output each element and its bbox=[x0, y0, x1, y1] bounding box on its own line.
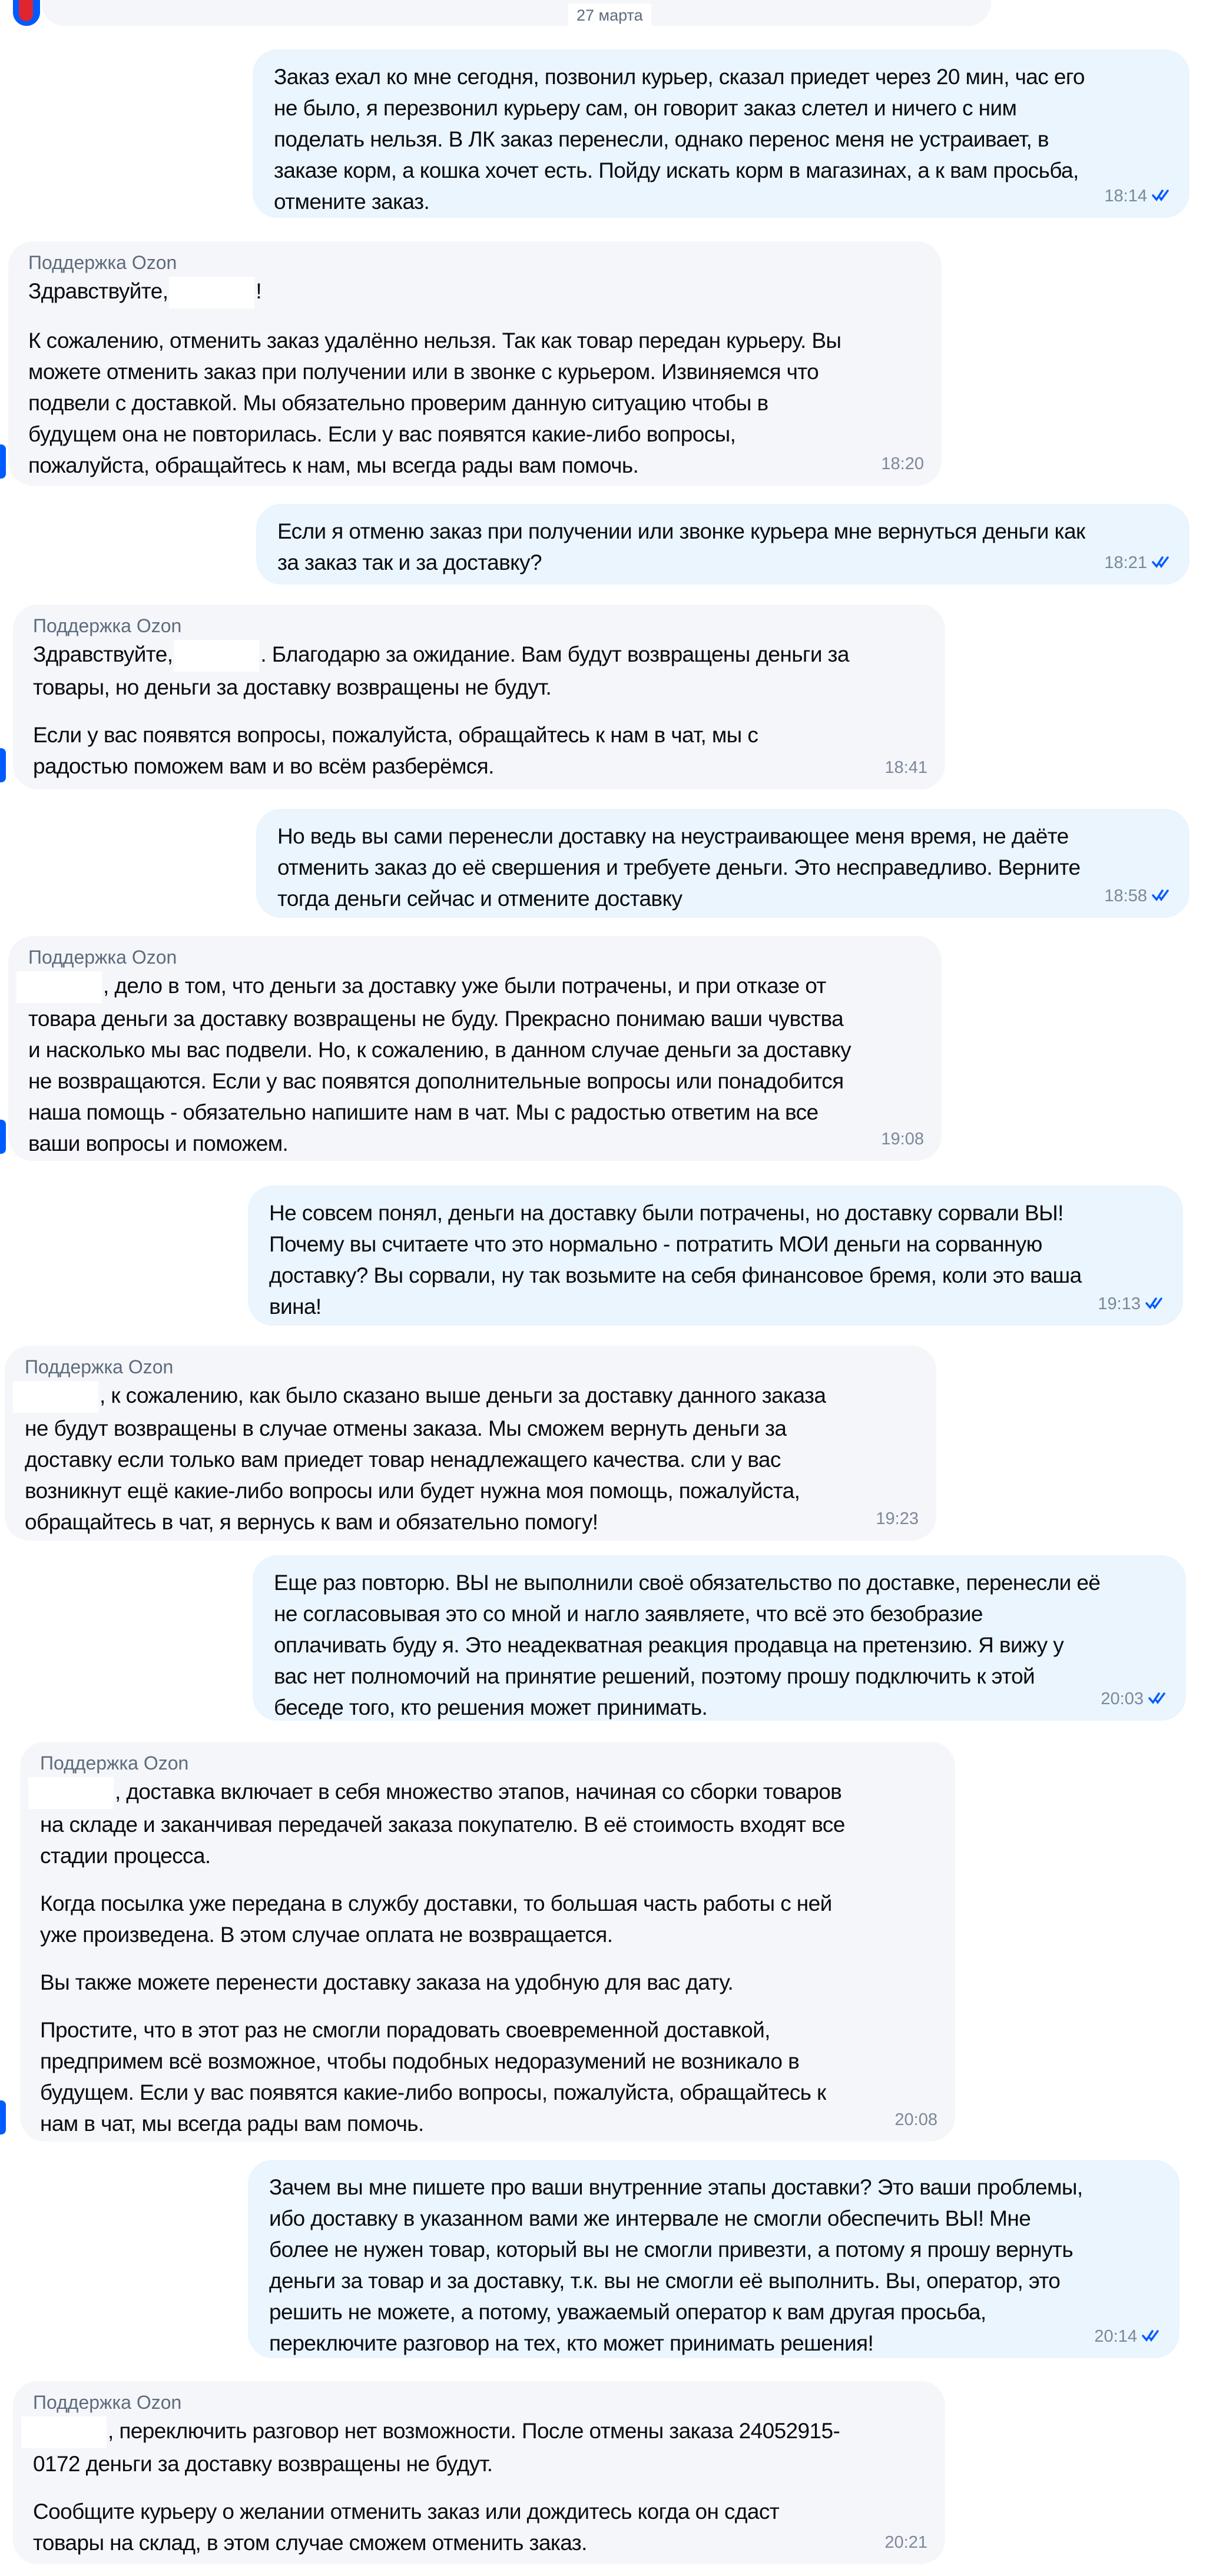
support-avatar bbox=[0, 1120, 6, 1154]
text-after-redaction: . Благодарю за ожидание. Вам будут возвращены деньги за bbox=[260, 642, 849, 666]
sender-name: Поддержка Ozon bbox=[25, 1356, 174, 1377]
text-after-redaction: , доставка включает в себя множество этапов, начиная со сборки товаров bbox=[115, 1780, 842, 1804]
date-separator: 27 марта bbox=[568, 4, 651, 27]
message-line: будущем. Если у вас появятся какие-либо вопросы, пожалуйста, обращайтесь к bbox=[40, 2080, 826, 2105]
message-line: Не совсем понял, деньги на доставку были потрачены, но доставку сорвали ВЫ! bbox=[269, 1201, 1063, 1225]
message-time: 20:08 bbox=[894, 2110, 937, 2129]
message-meta bbox=[876, 1509, 919, 1529]
message-line: товары на склад, в этом случае сможем отменить заказ. bbox=[33, 2531, 587, 2555]
sender-name: Поддержка Ozon bbox=[28, 252, 177, 273]
text-before-redaction: Здравствуйте, bbox=[28, 279, 168, 303]
message-meta bbox=[1104, 887, 1172, 906]
redacted-name bbox=[174, 640, 259, 672]
message-paragraph bbox=[277, 821, 1169, 914]
message-line: на складе и заканчивая передачей заказа покупателю. В её стоимость входят все bbox=[40, 1813, 845, 1837]
read-check-icon bbox=[1152, 887, 1172, 906]
message-line: Зачем вы мне пишете про ваши внутренние этапы доставки? Это ваши проблемы, bbox=[269, 2175, 1083, 2199]
message-paragraph bbox=[274, 1567, 1166, 1721]
message-line: пожалуйста, обращайтесь к нам, мы всегда рады вам помочь. bbox=[28, 453, 639, 478]
support-avatar bbox=[0, 444, 6, 479]
support-avatar bbox=[0, 748, 6, 782]
message-line: будущем она не повторилась. Если у вас появятся какие-либо вопросы, bbox=[28, 422, 736, 447]
message-meta bbox=[1104, 187, 1172, 206]
message-line: вас нет полномочий на принятие решений, поэтому прошу подключить к этой bbox=[274, 1664, 1035, 1688]
message-line: К сожалению, отменить заказ удалённо нельзя. Так как товар передан курьеру. Вы bbox=[28, 328, 841, 353]
message-line: тогда деньги сейчас и отмените доставку bbox=[277, 887, 682, 911]
message-line: можете отменить заказ при получении или в звонке с курьером. Извиняемся что bbox=[28, 360, 819, 384]
outgoing-message[interactable] bbox=[253, 1555, 1186, 1721]
support-avatar bbox=[13, 0, 40, 26]
incoming-message[interactable] bbox=[13, 2381, 945, 2564]
message-paragraph bbox=[277, 516, 1169, 578]
redacted-name bbox=[21, 2416, 107, 2448]
outgoing-message[interactable] bbox=[248, 2160, 1180, 2358]
message-line: подвели с доставкой. Мы обязательно проверим данную ситуацию чтобы в bbox=[28, 391, 768, 416]
message-meta bbox=[1101, 1689, 1168, 1709]
message-time: 19:08 bbox=[881, 1130, 924, 1148]
text-after-redaction: , дело в том, что деньги за доставку уже были потрачены, и при отказе от bbox=[103, 974, 826, 998]
message-line: отменить заказ до её свершения и требуете деньги. Это несправедливо. Верните bbox=[277, 855, 1081, 879]
message-time: 18:20 bbox=[881, 454, 924, 473]
incoming-message[interactable] bbox=[8, 241, 942, 486]
message-line: Заказ ехал ко мне сегодня, позвонил курьер, сказал приедет через 20 мин, час его bbox=[274, 65, 1085, 89]
message-time: 20:14 bbox=[1094, 2327, 1137, 2346]
message-line: переключите разговор на тех, кто может принимать решения! bbox=[269, 2331, 874, 2355]
incoming-message[interactable] bbox=[20, 1742, 955, 2142]
message-meta bbox=[884, 758, 927, 778]
message-line: доставку если только вам приедет товар ненадлежащего качества. сли у вас bbox=[25, 1448, 781, 1472]
message-paragraph bbox=[33, 2415, 925, 2479]
message-paragraph bbox=[28, 970, 922, 1159]
message-paragraph bbox=[269, 1197, 1163, 1322]
message-time: 20:21 bbox=[884, 2533, 927, 2552]
message-line: Сообщите курьеру о желании отменить заказ или дождитесь когда он сдаст bbox=[33, 2499, 780, 2524]
message-line: не будут возвращены в случае отмены заказа. Мы сможем вернуть деньги за bbox=[25, 1416, 787, 1441]
message-meta bbox=[1098, 1294, 1165, 1314]
message-line bbox=[40, 1776, 935, 1809]
read-check-icon bbox=[1152, 187, 1172, 206]
message-meta bbox=[884, 2533, 927, 2552]
message-meta bbox=[894, 2110, 937, 2130]
text-after-redaction: ! bbox=[256, 279, 262, 303]
sender-name: Поддержка Ozon bbox=[33, 2392, 182, 2413]
message-paragraph bbox=[28, 325, 922, 481]
read-check-icon bbox=[1148, 1689, 1168, 1709]
message-meta bbox=[1094, 2327, 1162, 2346]
message-paragraph bbox=[40, 1967, 935, 1998]
message-line: за заказ так и за доставку? bbox=[277, 550, 542, 575]
sender-name: Поддержка Ozon bbox=[28, 947, 177, 968]
message-paragraph bbox=[40, 1776, 935, 1871]
message-line: Простите, что в этот раз не смогли порадовать своевременной доставкой, bbox=[40, 2018, 770, 2043]
message-time: 18:14 bbox=[1104, 187, 1147, 205]
message-line: Если у вас появятся вопросы, пожалуйста, обращайтесь к нам в чат, мы с bbox=[33, 723, 758, 748]
redacted-name bbox=[169, 277, 254, 308]
message-line: отмените заказ. bbox=[274, 190, 430, 214]
message-line: ибо доставку в указанном вами же интервале не смогли обеспечить ВЫ! Мне bbox=[269, 2206, 1031, 2230]
message-time: 18:41 bbox=[884, 758, 927, 777]
incoming-message[interactable] bbox=[8, 936, 942, 1161]
message-line bbox=[25, 1380, 916, 1413]
redacted-name bbox=[16, 971, 102, 1003]
previous-message-bubble bbox=[41, 0, 991, 26]
read-check-icon bbox=[1145, 1294, 1165, 1314]
message-line: предпримем всё возможное, чтобы подобных недоразумений не возникало в bbox=[40, 2049, 800, 2074]
message-paragraph bbox=[33, 719, 925, 782]
message-meta bbox=[881, 1130, 924, 1149]
message-time: 19:23 bbox=[876, 1509, 919, 1528]
message-time: 20:03 bbox=[1101, 1689, 1144, 1708]
message-line: радостью поможем вам и во всём разберёмся. bbox=[33, 754, 494, 779]
message-meta bbox=[881, 454, 924, 474]
message-paragraph bbox=[33, 2496, 925, 2558]
message-line: стадии процесса. bbox=[40, 1844, 211, 1868]
message-meta bbox=[1104, 553, 1172, 573]
message-paragraph bbox=[33, 639, 925, 703]
outgoing-message[interactable] bbox=[256, 809, 1190, 918]
redacted-name bbox=[13, 1381, 98, 1413]
message-paragraph bbox=[40, 2014, 935, 2139]
message-line: Вы также можете перенести доставку заказа на удобную для вас дату. bbox=[40, 1970, 734, 1995]
redacted-name bbox=[28, 1777, 114, 1809]
message-paragraph bbox=[40, 1888, 935, 1950]
message-line: уже произведена. В этом случае оплата не возвращается. bbox=[40, 1923, 613, 1947]
text-before-redaction: Здравствуйте, bbox=[33, 642, 173, 666]
message-line: Если я отменю заказ при получении или звонке курьера мне вернуться деньги как bbox=[277, 519, 1085, 543]
message-line: заказе корм, а кошка хочет есть. Пойду искать корм в магазинах, а к вам просьба, bbox=[274, 158, 1079, 182]
message-line: и насколько мы вас подвели. Но, к сожалению, в данном случае деньги за доставку bbox=[28, 1038, 852, 1063]
outgoing-message[interactable] bbox=[256, 504, 1190, 585]
message-line: доставку? Вы сорвали, ну так возьмите на себя финансовое бремя, коли это ваша bbox=[269, 1263, 1082, 1287]
message-line: беседе того, кто решения может принимать. bbox=[274, 1695, 708, 1719]
text-after-redaction: , к сожалению, как было сказано выше деньги за доставку данного заказа bbox=[100, 1383, 826, 1407]
message-time: 18:58 bbox=[1104, 887, 1147, 905]
outgoing-message[interactable] bbox=[253, 49, 1190, 218]
sender-name: Поддержка Ozon bbox=[33, 615, 182, 636]
text-after-redaction: , переключить разговор нет возможности. После отмены заказа 24052915- bbox=[108, 2419, 840, 2443]
message-paragraph bbox=[269, 2172, 1159, 2358]
read-check-icon bbox=[1142, 2327, 1162, 2346]
message-line: не согласовывая это со мной и нагло заявляете, что всё это безобразие bbox=[274, 1602, 983, 1626]
message-line: вина! bbox=[269, 1294, 322, 1319]
message-paragraph bbox=[274, 61, 1169, 217]
message-line: нам в чат, мы всегда рады вам помочь. bbox=[40, 2112, 424, 2136]
message-line: оплачивать буду я. Это неадекватная реакция продавца на претензию. Я вижу у bbox=[274, 1633, 1064, 1657]
message-line: Но ведь вы сами перенесли доставку на неустраивающее меня время, не даёте bbox=[277, 824, 1069, 848]
message-paragraph bbox=[25, 1380, 916, 1538]
support-avatar bbox=[0, 2100, 6, 2135]
message-paragraph bbox=[28, 275, 922, 308]
message-line: наша помощь - обязательно напишите нам в чат. Мы с радостью ответим на все bbox=[28, 1100, 819, 1125]
message-line: деньги за товар и за доставку, т.к. вы не смогли её выполнить. Вы, оператор, это bbox=[269, 2269, 1061, 2293]
sender-name: Поддержка Ozon bbox=[40, 1752, 189, 1774]
message-line: более не нужен товар, который вы не смогли привезти, а потому я прошу вернуть bbox=[269, 2238, 1074, 2262]
message-line: не возвращаются. Если у вас появятся дополнительные вопросы или понадобится bbox=[28, 1069, 844, 1094]
message-line: Когда посылка уже передана в службу доставки, то большая часть работы с ней bbox=[40, 1891, 832, 1916]
incoming-message[interactable] bbox=[5, 1346, 936, 1541]
message-line: Еще раз повторю. ВЫ не выполнили своё обязательство по доставке, перенесли её bbox=[274, 1571, 1101, 1595]
message-line bbox=[33, 2415, 925, 2448]
message-line: решить не можете, а потому, уважаемый оператор к вам другая просьба, bbox=[269, 2300, 986, 2324]
message-time: 18:21 bbox=[1104, 553, 1147, 572]
message-line: обращайтесь в чат, я вернусь к вам и обязательно помогу! bbox=[25, 1510, 598, 1535]
message-line: ваши вопросы и поможем. bbox=[28, 1131, 289, 1156]
message-line: поделать нельзя. В ЛК заказ перенесли, однако перенос меня не устраивает, в bbox=[274, 127, 1049, 151]
message-line bbox=[28, 970, 922, 1003]
message-line bbox=[28, 275, 922, 308]
incoming-message[interactable] bbox=[13, 605, 945, 789]
read-check-icon bbox=[1152, 553, 1172, 573]
outgoing-message[interactable] bbox=[248, 1186, 1183, 1326]
message-line bbox=[33, 639, 925, 672]
message-line: возникнут ещё какие-либо вопросы или будет нужна моя помощь, пожалуйста, bbox=[25, 1479, 800, 1503]
message-time: 19:13 bbox=[1098, 1294, 1141, 1313]
message-line: товара деньги за доставку возвращены не буду. Прекрасно понимаю ваши чувства bbox=[28, 1007, 844, 1031]
message-line: товары, но деньги за доставку возвращены не будут. bbox=[33, 675, 552, 700]
message-line: 0172 деньги за доставку возвращены не будут. bbox=[33, 2452, 493, 2477]
message-line: не было, я перезвонил курьеру сам, он говорит заказ слетел и ничего с ним bbox=[274, 96, 1017, 120]
message-line: Почему вы считаете что это нормально - потратить МОИ деньги на сорванную bbox=[269, 1232, 1042, 1256]
